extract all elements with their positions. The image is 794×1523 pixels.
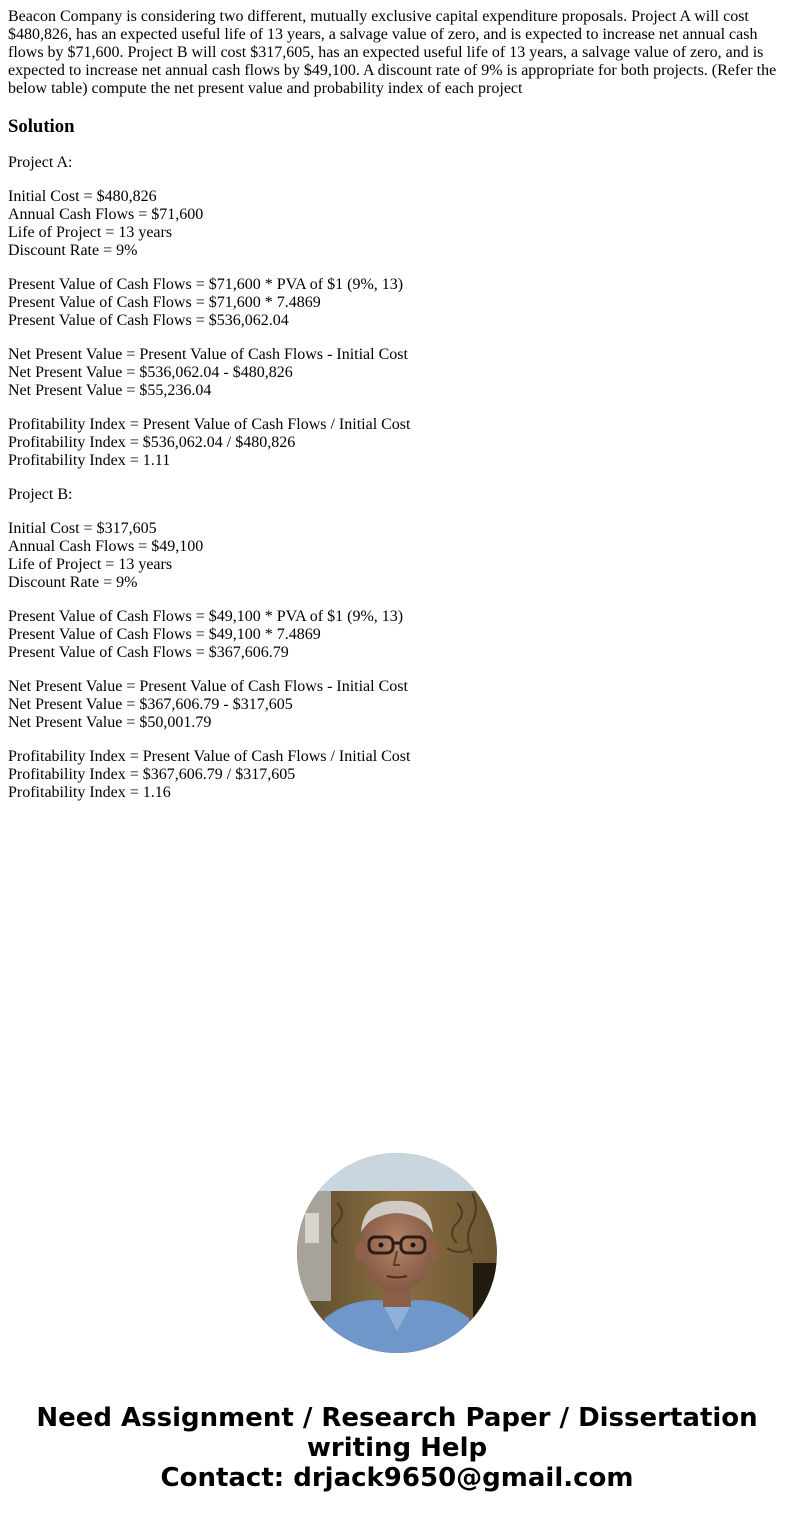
project-b-annual-cash-flows: Annual Cash Flows = $49,100	[8, 538, 204, 555]
project-a-pi-line: Profitability Index = Present Value of Cash Flows / Initial Cost	[8, 416, 411, 433]
project-a-discount-rate: Discount Rate = 9%	[8, 242, 138, 259]
project-a-pv	[8, 276, 786, 330]
project-a-pi-line: Profitability Index = 1.11	[8, 452, 171, 469]
footer-contact-email: Contact: drjack9650@gmail.com	[160, 1463, 634, 1493]
project-a-npv-line: Net Present Value = Present Value of Cash Flows - Initial Cost	[8, 346, 408, 363]
author-photo	[297, 1153, 497, 1353]
project-a-npv-line: Net Present Value = $536,062.04 - $480,826	[8, 364, 293, 381]
project-b-initial-cost: Initial Cost = $317,605	[8, 520, 157, 537]
project-a-pi	[8, 416, 786, 470]
project-b-pv-line: Present Value of Cash Flows = $367,606.79	[8, 644, 289, 661]
project-a-initial-cost: Initial Cost = $480,826	[8, 188, 157, 205]
project-b-discount-rate: Discount Rate = 9%	[8, 574, 138, 591]
project-a-title: Project A:	[8, 154, 73, 171]
contact-footer	[0, 1403, 794, 1493]
project-b-title: Project B:	[8, 486, 73, 503]
footer-line-1: Need Assignment / Research Paper / Dissertation	[36, 1403, 758, 1433]
project-a-npv-line: Net Present Value = $55,236.04	[8, 382, 212, 399]
project-a-pv-line: Present Value of Cash Flows = $71,600 * PVA of $1 (9%, 13)	[8, 276, 404, 293]
project-b-pv-line: Present Value of Cash Flows = $49,100 * PVA of $1 (9%, 13)	[8, 608, 404, 625]
solution-heading: Solution	[8, 116, 75, 137]
project-b-npv-line: Net Present Value = $367,606.79 - $317,605	[8, 696, 293, 713]
project-a-npv	[8, 346, 786, 400]
project-a-life: Life of Project = 13 years	[8, 224, 173, 241]
project-a-annual-cash-flows: Annual Cash Flows = $71,600	[8, 206, 204, 223]
project-b-npv	[8, 678, 786, 732]
project-b-pi-line: Profitability Index = Present Value of Cash Flows / Initial Cost	[8, 748, 411, 765]
project-b-life: Life of Project = 13 years	[8, 556, 173, 573]
author-portrait-image	[297, 1153, 497, 1353]
project-a-pv-line: Present Value of Cash Flows = $71,600 * 7.4869	[8, 294, 321, 311]
project-b-pi-line: Profitability Index = $367,606.79 / $317,605	[8, 766, 296, 783]
project-b-pi-line: Profitability Index = 1.16	[8, 784, 171, 801]
project-b-pv	[8, 608, 786, 662]
project-b-npv-line: Net Present Value = $50,001.79	[8, 714, 212, 731]
question-text: Beacon Company is considering two different, mutually exclusive capital expenditure proposals. Project A will cost $480,826, has an expected useful life of 13 years, a salvage value of zero, and is expected to increase net annual cash flows by $71,600. Project B will cost $317,605, has an expected useful life of 13 years, a salvage value of zero, and is expected to increase net annual cash flows by $49,100. A discount rate of 9% is appropriate for both projects. (Refer the below table) compute the net present value and probability index of each project	[8, 8, 777, 97]
project-a-inputs	[8, 188, 786, 260]
footer-line-2: writing Help	[306, 1433, 488, 1463]
project-b-inputs	[8, 520, 786, 592]
project-b-pv-line: Present Value of Cash Flows = $49,100 * 7.4869	[8, 626, 321, 643]
project-a-pi-line: Profitability Index = $536,062.04 / $480,826	[8, 434, 296, 451]
project-a-pv-line: Present Value of Cash Flows = $536,062.04	[8, 312, 289, 329]
project-b-pi	[8, 748, 786, 802]
project-b-npv-line: Net Present Value = Present Value of Cash Flows - Initial Cost	[8, 678, 408, 695]
